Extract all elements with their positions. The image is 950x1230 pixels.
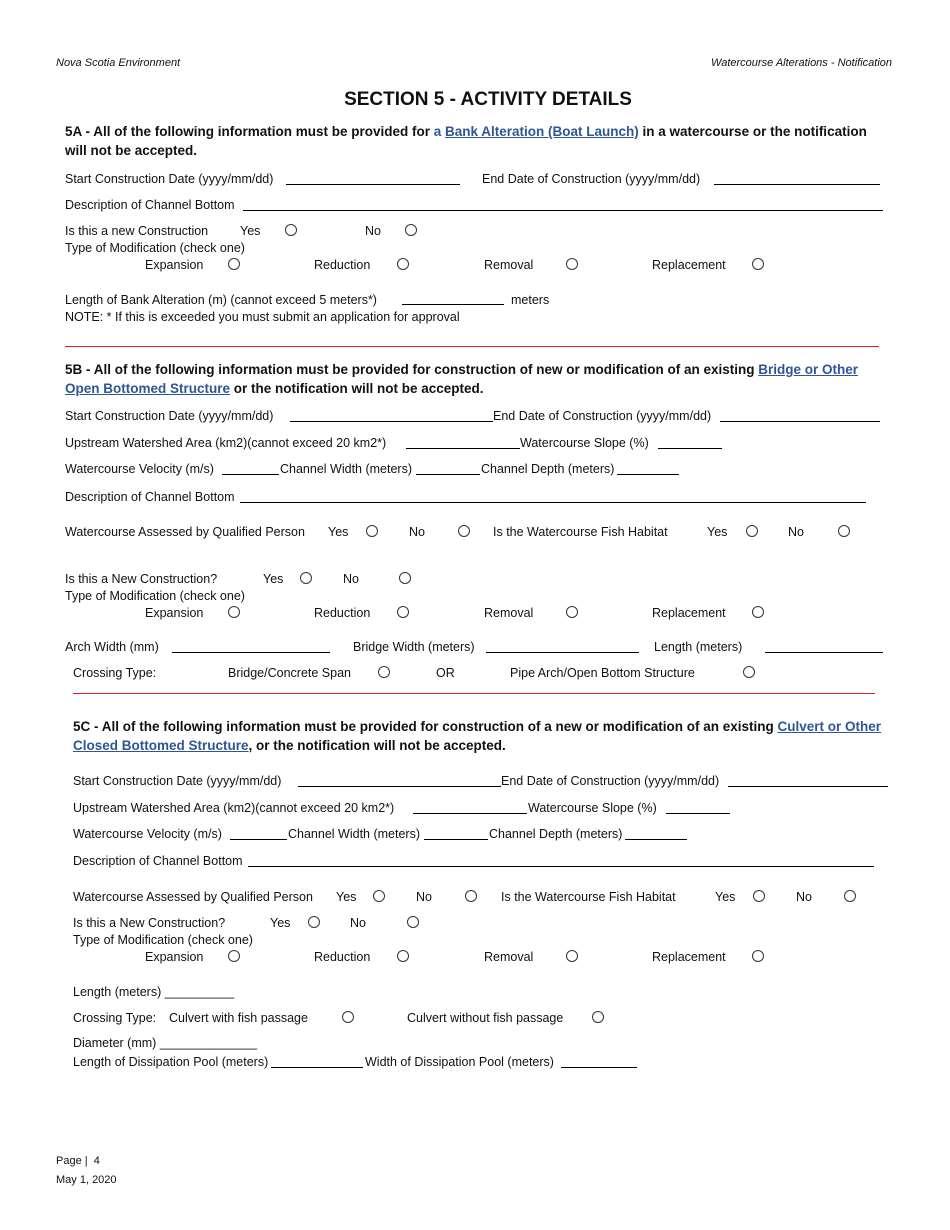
channel-width-field-c[interactable] [424, 839, 488, 840]
bank-length-label: Length of Bank Alteration (m) (cannot exceed 5 meters*) [65, 293, 377, 307]
removal-radio-b[interactable] [566, 606, 578, 618]
new-construction-yes-radio-c[interactable] [308, 916, 320, 928]
modification-type-label-a: Type of Modification (check one) [65, 241, 245, 255]
velocity-label-c: Watercourse Velocity (m/s) [73, 827, 222, 841]
footer-date: May 1, 2020 [56, 1174, 117, 1186]
slope-field-c[interactable] [666, 813, 730, 814]
removal-radio-a[interactable] [566, 258, 578, 270]
channel-depth-label-c: Channel Depth (meters) [489, 827, 623, 841]
replacement-label: Replacement [652, 258, 726, 272]
arch-width-label: Arch Width (mm) [65, 640, 159, 654]
yes-label: Yes [270, 916, 291, 930]
expansion-radio-b[interactable] [228, 606, 240, 618]
header-right: Watercourse Alterations - Notification [711, 57, 892, 69]
end-date-field-c[interactable] [728, 786, 888, 787]
velocity-field-b[interactable] [222, 474, 279, 475]
reduction-label: Reduction [314, 258, 371, 272]
modification-type-label-b: Type of Modification (check one) [65, 589, 245, 603]
bank-length-unit: meters [511, 293, 550, 307]
channel-bottom-label-b: Description of Channel Bottom [65, 490, 235, 504]
bank-length-field[interactable] [402, 304, 504, 305]
fish-habitat-no-radio-c[interactable] [844, 890, 856, 902]
fish-habitat-yes-radio-c[interactable] [753, 890, 765, 902]
slope-label-b: Watercourse Slope (%) [520, 436, 649, 450]
page-number-label: Page | 4 [56, 1155, 100, 1167]
fish-habitat-label-c: Is the Watercourse Fish Habitat [501, 890, 676, 904]
bridge-length-label: Length (meters) [654, 640, 743, 654]
fish-habitat-no-radio-b[interactable] [838, 525, 850, 537]
culvert-with-radio[interactable] [342, 1011, 354, 1023]
culvert-without-radio[interactable] [592, 1011, 604, 1023]
assessed-qp-yes-radio-b[interactable] [366, 525, 378, 537]
culvert-structure-link[interactable]: Culvert or Other Closed Bottomed Structure [73, 719, 882, 753]
channel-bottom-field-b[interactable] [240, 502, 866, 503]
dissipation-length-label: Length of Dissipation Pool (meters) [73, 1055, 269, 1069]
channel-bottom-label-a: Description of Channel Bottom [65, 198, 235, 212]
section-divider-b [73, 693, 875, 694]
bank-alteration-link[interactable]: Bank Alteration (Boat Launch) [445, 124, 639, 139]
no-label: No [343, 572, 359, 586]
expansion-label: Expansion [145, 258, 204, 272]
bridge-width-label: Bridge Width (meters) [353, 640, 475, 654]
start-date-field-a[interactable] [286, 184, 460, 185]
bridge-concrete-radio[interactable] [378, 666, 390, 678]
removal-label: Removal [484, 606, 534, 620]
no-label: No [788, 525, 804, 539]
bank-length-note: NOTE: * If this is exceeded you must submit an application for approval [65, 310, 460, 324]
new-construction-yes-radio-b[interactable] [300, 572, 312, 584]
culvert-without-label: Culvert without fish passage [407, 1011, 564, 1025]
culvert-with-label: Culvert with fish passage [169, 1011, 308, 1025]
end-date-field-b[interactable] [720, 421, 880, 422]
yes-label: Yes [328, 525, 349, 539]
diameter-label: Diameter (mm) ______________ [73, 1036, 258, 1050]
removal-label: Removal [484, 258, 534, 272]
dissipation-length-field[interactable] [271, 1067, 363, 1068]
start-date-label-a: Start Construction Date (yyyy/mm/dd) [65, 172, 274, 186]
channel-width-label-c: Channel Width (meters) [288, 827, 420, 841]
culvert-length-label: Length (meters) __________ [73, 985, 235, 999]
channel-width-label-b: Channel Width (meters) [280, 462, 412, 476]
pipe-arch-label: Pipe Arch/Open Bottom Structure [510, 666, 695, 680]
new-construction-no-radio-a[interactable] [405, 224, 417, 236]
start-date-label-b: Start Construction Date (yyyy/mm/dd) [65, 409, 274, 423]
upstream-area-label-b: Upstream Watershed Area (km2)(cannot exceed 20 km2*) [65, 436, 387, 450]
section-divider-a [65, 346, 879, 347]
page-title: SECTION 5 - ACTIVITY DETAILS [344, 89, 632, 110]
slope-field-b[interactable] [658, 448, 722, 449]
no-label: No [409, 525, 425, 539]
start-date-field-b[interactable] [290, 421, 493, 422]
yes-label: Yes [263, 572, 284, 586]
replacement-radio-c[interactable] [752, 950, 764, 962]
new-construction-no-radio-b[interactable] [399, 572, 411, 584]
assessed-qp-no-radio-b[interactable] [458, 525, 470, 537]
assessed-qp-yes-radio-c[interactable] [373, 890, 385, 902]
replacement-label: Replacement [652, 950, 726, 964]
crossing-type-label-c: Crossing Type: [73, 1011, 157, 1025]
removal-label: Removal [484, 950, 534, 964]
yes-label: Yes [715, 890, 736, 904]
channel-width-field-b[interactable] [416, 474, 480, 475]
channel-depth-field-c[interactable] [625, 839, 687, 840]
arch-width-field[interactable] [172, 652, 330, 653]
slope-label-c: Watercourse Slope (%) [528, 801, 657, 815]
bridge-structure-link[interactable]: Bridge or Other Open Bottomed Structure [65, 362, 859, 396]
new-construction-label-c: Is this a New Construction? [73, 916, 226, 930]
reduction-radio-a[interactable] [397, 258, 409, 270]
reduction-label: Reduction [314, 950, 371, 964]
yes-label: Yes [336, 890, 357, 904]
pipe-arch-radio[interactable] [743, 666, 755, 678]
expansion-label: Expansion [145, 950, 204, 964]
crossing-type-label-b: Crossing Type: [73, 666, 157, 680]
section-5b-heading: 5B - All of the following information must be provided for construction of new or modification of an existing Bridge or Other Open Bottomed Structure or the notification will not be accepted. [65, 362, 859, 396]
modification-type-label-c: Type of Modification (check one) [73, 933, 253, 947]
bridge-length-field[interactable] [765, 652, 883, 653]
new-construction-no-radio-c[interactable] [407, 916, 419, 928]
yes-label: Yes [707, 525, 728, 539]
reduction-radio-c[interactable] [397, 950, 409, 962]
no-label: No [796, 890, 812, 904]
assessed-qp-label-c: Watercourse Assessed by Qualified Person [73, 890, 313, 904]
channel-depth-label-b: Channel Depth (meters) [481, 462, 615, 476]
section-5c-heading: 5C - All of the following information must be provided for construction of a new or modification of an existing Culvert or Other Closed Bottomed Structure, or the notification will not be accepted. [73, 719, 882, 753]
end-date-label-c: End Date of Construction (yyyy/mm/dd) [501, 774, 720, 788]
replacement-radio-b[interactable] [752, 606, 764, 618]
upstream-area-field-c[interactable] [413, 813, 527, 814]
channel-bottom-field-a[interactable] [243, 210, 883, 211]
upstream-area-label-c: Upstream Watershed Area (km2)(cannot exceed 20 km2*) [73, 801, 395, 815]
expansion-radio-a[interactable] [228, 258, 240, 270]
header-left: Nova Scotia Environment [56, 57, 181, 69]
yes-label: Yes [240, 224, 261, 238]
fish-habitat-label-b: Is the Watercourse Fish Habitat [493, 525, 668, 539]
new-construction-yes-radio-a[interactable] [285, 224, 297, 236]
reduction-label: Reduction [314, 606, 371, 620]
assessed-qp-no-radio-c[interactable] [465, 890, 477, 902]
velocity-label-b: Watercourse Velocity (m/s) [65, 462, 214, 476]
no-label: No [350, 916, 366, 930]
upstream-area-field-b[interactable] [406, 448, 520, 449]
expansion-label: Expansion [145, 606, 204, 620]
end-date-label-b: End Date of Construction (yyyy/mm/dd) [493, 409, 712, 423]
end-date-field-a[interactable] [714, 184, 880, 185]
dissipation-width-label: Width of Dissipation Pool (meters) [365, 1055, 554, 1069]
channel-bottom-label-c: Description of Channel Bottom [73, 854, 243, 868]
or-label: OR [436, 666, 455, 680]
new-construction-label-b: Is this a New Construction? [65, 572, 218, 586]
bridge-width-field[interactable] [486, 652, 639, 653]
channel-depth-field-b[interactable] [617, 474, 679, 475]
velocity-field-c[interactable] [230, 839, 287, 840]
page-number: 4 [93, 1155, 100, 1167]
assessed-qp-label-b: Watercourse Assessed by Qualified Person [65, 525, 305, 539]
start-date-label-c: Start Construction Date (yyyy/mm/dd) [73, 774, 282, 788]
section-5a-heading: 5A - All of the following information must be provided for a Bank Alteration (Boat Launch) in a watercourse or the notification will not be accepted. [65, 124, 867, 158]
replacement-radio-a[interactable] [752, 258, 764, 270]
no-label: No [365, 224, 381, 238]
removal-radio-c[interactable] [566, 950, 578, 962]
replacement-label: Replacement [652, 606, 726, 620]
reduction-radio-b[interactable] [397, 606, 409, 618]
expansion-radio-c[interactable] [228, 950, 240, 962]
fish-habitat-yes-radio-b[interactable] [746, 525, 758, 537]
dissipation-width-field[interactable] [561, 1067, 637, 1068]
new-construction-label-a: Is this a new Construction [65, 224, 209, 238]
bridge-concrete-label: Bridge/Concrete Span [228, 666, 351, 680]
no-label: No [416, 890, 432, 904]
end-date-label-a: End Date of Construction (yyyy/mm/dd) [482, 172, 701, 186]
channel-bottom-field-c[interactable] [248, 866, 874, 867]
start-date-field-c[interactable] [298, 786, 501, 787]
